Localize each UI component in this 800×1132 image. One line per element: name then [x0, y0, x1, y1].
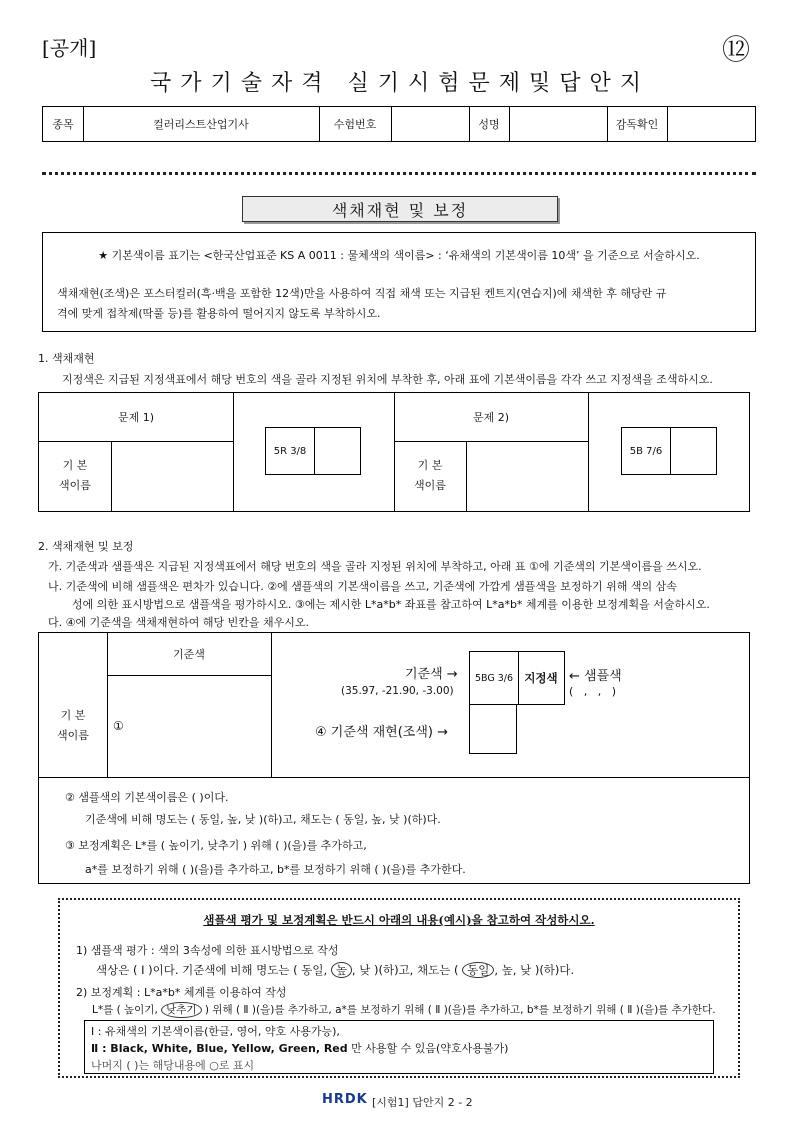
basic-label-line2: 색이름 [59, 479, 91, 492]
legend-line-2 [91, 1040, 508, 1056]
example-1b-text-c: , 높, 낮 )(하)다. [494, 963, 575, 977]
example-1b-text-a: 색상은 ( Ⅰ )이다. 기준색에 비해 명도는 ( 동일, [96, 963, 328, 977]
hrdk-logo: HRDK [322, 1092, 368, 1107]
legend-color-note: 만 사용할 수 있음(약호사용불가) [351, 1042, 509, 1055]
basic-label-line2: 색이름 [414, 479, 446, 492]
answer-sample-evaluation: 기준색에 비해 명도는 ( 동일, 높, 낮 )(하)고, 채도는 ( 동일, 높, 낮 )(하)다. [85, 813, 441, 826]
problem-2-label: 문제 2) [472, 411, 510, 424]
q2-instruction-na-1: 나. 기준색에 비해 샘플색은 편차가 있습니다. ②에 샘플색의 기본색이름을 쓰고, 기준색에 가깝게 샘플색을 보정하기 위해 색의 삼속 [48, 580, 677, 593]
basic-label-line1: 기 본 [417, 459, 443, 472]
answer-sample-name: ② 샘플색의 기본색이름은 ( )이다. [65, 791, 229, 804]
page-title: 국가기술자격 실기시험문제및답안지 [149, 71, 651, 96]
q1-heading: 1. 색채재현 [38, 352, 95, 365]
public-label: [공개] [42, 36, 97, 60]
notice-line-3: 격에 맞게 접착제(딱풀 등)를 활용하여 떨어지지 않도록 부착하시오. [57, 307, 381, 320]
q2-instruction-na-2: 성에 의한 표시방법으로 샘플색을 평가하시오. ③에는 제시한 L*a*b* 좌표를 참고하여 L*a*b* 체계를 이용한 보정계획을 서술하시오. [72, 598, 710, 611]
color-code-2: 5B 7/6 [629, 445, 663, 457]
basic-label-line1: 기 본 [60, 709, 86, 722]
answer-correction-plan-ab: a*를 보정하기 위해 ( )(을)를 추가하고, b*를 보정하기 위해 ( )(을)를 추가한다. [85, 863, 466, 876]
marker-1: ① [113, 719, 124, 733]
legend-line-3: 나머지 ( )는 해당내용에 ○로 표시 [91, 1059, 255, 1072]
circled-high: 높 [331, 962, 352, 978]
name-field[interactable] [509, 107, 607, 141]
std-color-code: 5BG 3/6 [474, 672, 514, 684]
answer-correction-plan-l: ③ 보정계획은 L*를 ( 높이기, 낮추기 ) 위해 ( )(을)를 추가하고, [65, 839, 367, 852]
std-color-swatch [469, 651, 565, 705]
basic-color-name-answer-1[interactable] [111, 441, 233, 511]
std-color-coordinates: (35.97, -21.90, -3.00) [341, 685, 454, 697]
dotted-separator [42, 172, 756, 175]
color-swatch-2 [621, 427, 717, 475]
example-line-2b [92, 1002, 716, 1018]
info-table [42, 106, 756, 142]
designated-color-label: 지정색 [524, 671, 558, 685]
basic-color-name-label-q2 [39, 675, 107, 777]
std-basic-name-answer[interactable] [129, 675, 269, 777]
basic-color-name-answer-2[interactable] [466, 441, 588, 511]
footer-text: [시험1] 답안지 2 - 2 [372, 1096, 473, 1109]
sample-color-coordinates: ( , , ) [569, 685, 617, 698]
section-title: 색채재현 및 보정 [242, 196, 558, 222]
reproduce-arrow-label: ④ 기준색 재현(조색) → [315, 725, 448, 740]
page-number-badge: ⑫ [722, 33, 751, 66]
q2-instruction-ga: 가. 기준색과 샘플색은 지급된 지정색표에서 해당 번호의 색을 골라 지정된 위치에 부착하고, 아래 표 ①에 기준색의 기본색이름을 쓰시오. [48, 560, 702, 573]
q2-heading: 2. 색채재현 및 보정 [38, 540, 134, 553]
label-name: 성명 [478, 118, 500, 131]
designated-color-slot-2[interactable] [670, 428, 716, 474]
label-exam-number: 수험번호 [333, 118, 377, 131]
q1-table [38, 392, 750, 512]
circled-same: 동일 [462, 962, 494, 978]
legend-box [84, 1020, 714, 1074]
notice-box [42, 232, 756, 332]
std-color-header: 기준색 [173, 648, 205, 661]
label-supervisor: 감독확인 [615, 118, 659, 131]
q2-table [38, 632, 750, 884]
subject-value: 컬러리스트산업기사 [153, 118, 249, 131]
example-box [58, 898, 740, 1078]
basic-label-line1: 기 본 [62, 459, 88, 472]
designated-color-slot-1[interactable] [314, 428, 360, 474]
supervisor-field[interactable] [667, 107, 755, 141]
legend-color-list: Ⅱ : Black, White, Blue, Yellow, Green, Red [91, 1042, 348, 1055]
q1-description: 지정색은 지급된 지정색표에서 해당 번호의 색을 골라 지정된 위치에 부착한 후, 아래 표에 기본색이름을 각각 쓰고 지정색을 조색하시오. [62, 373, 713, 386]
example-line-1: 1) 샘플색 평가 : 색의 3속성에 의한 표시방법으로 작성 [76, 944, 339, 957]
example-2b-text-a: L*를 ( 높이기, [92, 1004, 158, 1016]
example-title: 샘플색 평가 및 보정계획은 반드시 아래의 내용(예시)을 참고하여 작성하시오. [203, 913, 595, 927]
notice-line-2: 색채재현(조색)은 포스터컬러(흑·백을 포함한 12색)만을 사용하여 직접 채색 또는 지급된 켄트지(연습지)에 채색한 후 해당란 규 [57, 287, 667, 300]
basic-color-name-label-2 [394, 441, 466, 511]
q2-instruction-da: 다. ④에 기준색을 색채재현하여 해당 빈칸을 채우시오. [48, 616, 309, 629]
example-2b-text-b: ) 위해 ( Ⅱ )(을)를 추가하고, a*를 보정하기 위해 ( Ⅱ )(을)를 추가하고, b*를 보정하기 위해 ( Ⅱ )(을)를 추가한다. [204, 1004, 716, 1016]
std-color-reproduction-slot[interactable] [469, 704, 517, 754]
basic-color-name-label-1 [39, 441, 111, 511]
color-code-1: 5R 3/8 [273, 445, 307, 457]
notice-line-1: ★ 기본색이름 표기는 <한국산업표준 KS A 0011 : 물체색의 색이름> : ‘유채색의 기본색이름 10색’ 을 기준으로 서술하시오. [98, 249, 700, 262]
basic-label-line2: 색이름 [57, 729, 89, 742]
legend-line-1: Ⅰ : 유채색의 기본색이름(한글, 영어, 약호 사용가능), [91, 1025, 340, 1038]
label-subject: 종목 [52, 118, 74, 131]
color-swatch-1 [265, 427, 361, 475]
circled-lower: 낮추기 [161, 1002, 201, 1018]
problem-1-label: 문제 1) [117, 411, 155, 424]
example-line-2: 2) 보정계획 : L*a*b* 체계를 이용하여 작성 [76, 986, 287, 999]
std-color-arrow-label: 기준색 → [405, 667, 458, 682]
sample-color-arrow-label: ← 샘플색 [569, 669, 622, 684]
example-line-1b [96, 962, 574, 978]
example-1b-text-b: , 낮 )(하)고, 채도는 ( [351, 963, 459, 977]
